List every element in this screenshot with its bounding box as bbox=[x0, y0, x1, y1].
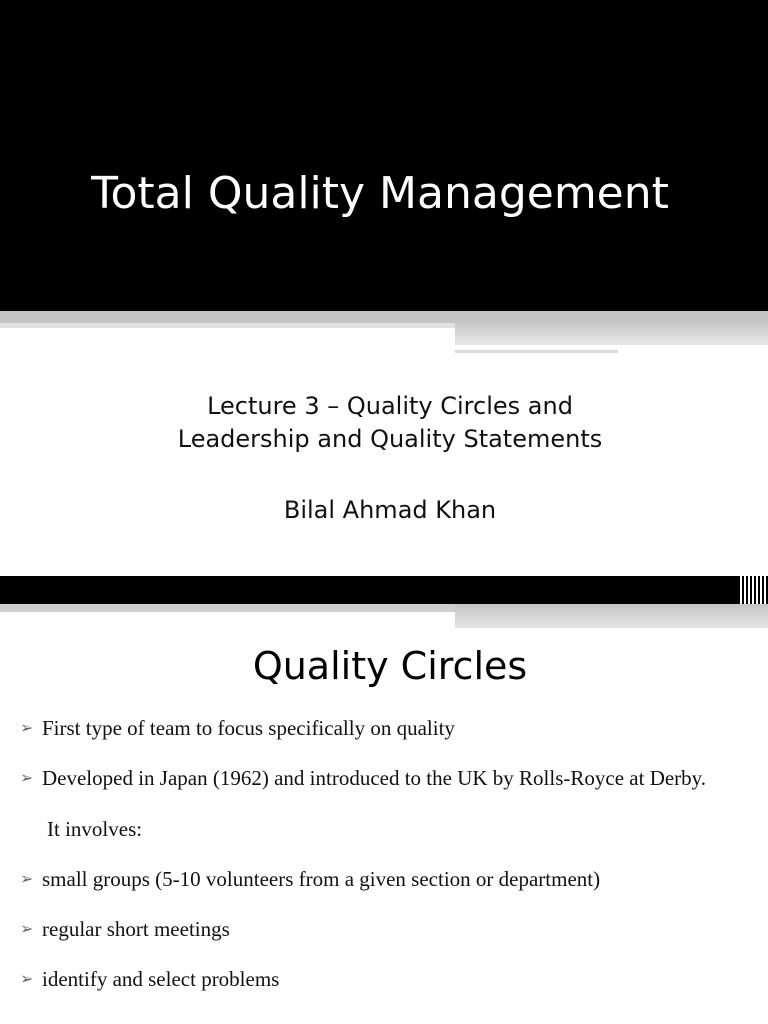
decorative-block bbox=[455, 604, 768, 628]
list-item-text: First type of team to focus specifically on quality bbox=[42, 716, 455, 740]
arrowhead-bullet-icon: ➢ bbox=[20, 868, 34, 888]
arrowhead-bullet-icon: ➢ bbox=[20, 919, 34, 939]
list-item-text: Developed in Japan (1962) and introduced to the UK by Rolls-Royce at Derby. bbox=[42, 766, 707, 791]
list-item-text: identify and select problems bbox=[42, 967, 280, 992]
list-item bbox=[0, 961, 768, 1011]
decorative-bar bbox=[0, 311, 768, 323]
section-title: Quality Circles bbox=[252, 644, 528, 688]
slide-divider bbox=[0, 576, 768, 604]
list-item bbox=[0, 861, 768, 911]
arrowhead-bullet-icon: ➢ bbox=[20, 768, 34, 788]
list-item bbox=[0, 911, 768, 961]
list-item-text: small groups (5-10 volunteers from a given section or department) bbox=[42, 866, 601, 891]
decorative-block bbox=[455, 323, 768, 345]
list-item bbox=[0, 710, 768, 760]
slide-subtitle bbox=[0, 390, 768, 456]
bullet-list bbox=[0, 710, 768, 1012]
subtitle-line: Leadership and Quality Statements bbox=[177, 425, 603, 453]
arrowhead-bullet-icon: ➢ bbox=[20, 718, 34, 737]
list-item-text: It involves: bbox=[47, 816, 143, 841]
arrowhead-bullet-icon: ➢ bbox=[20, 969, 34, 989]
decorative-stripes bbox=[740, 576, 768, 604]
list-item bbox=[0, 760, 768, 810]
slide-title: Total Quality Management bbox=[91, 168, 669, 219]
decorative-line bbox=[455, 350, 618, 353]
subtitle-line: Lecture 3 – Quality Circles and bbox=[207, 392, 573, 420]
author-name: Bilal Ahmad Khan bbox=[283, 496, 497, 524]
list-item-text: regular short meetings bbox=[42, 917, 230, 942]
list-item bbox=[0, 811, 768, 861]
title-slide-header bbox=[0, 0, 768, 311]
